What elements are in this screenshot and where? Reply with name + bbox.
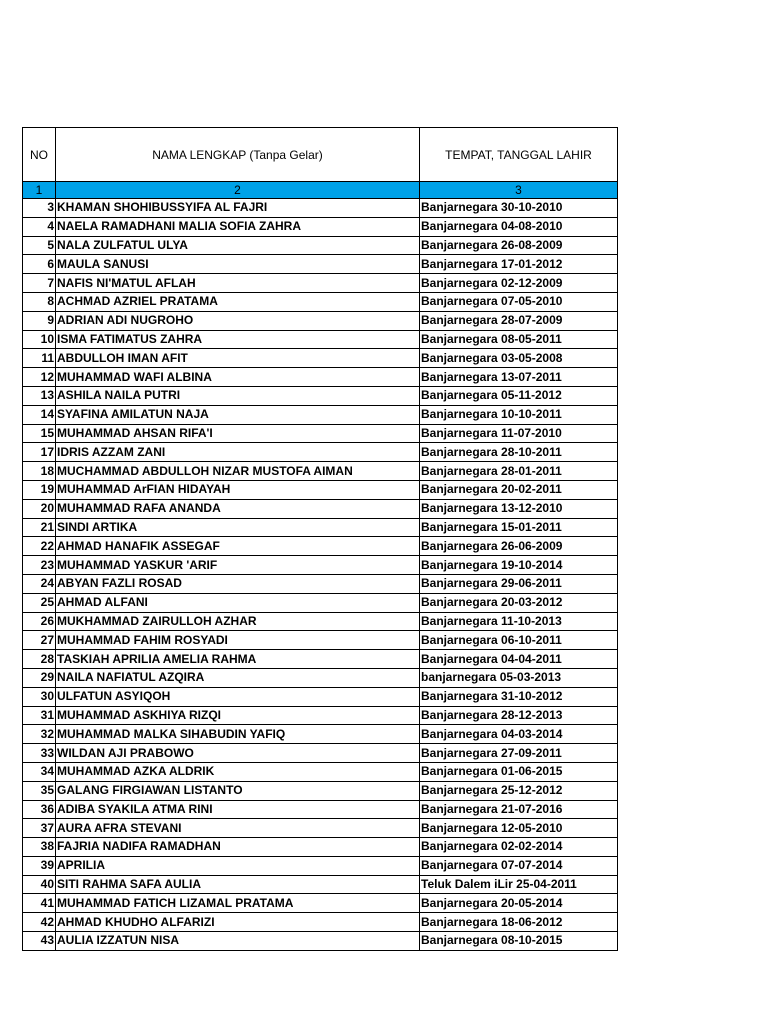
row-number: 17 xyxy=(23,443,56,462)
table-row xyxy=(23,255,618,274)
row-number: 22 xyxy=(23,537,56,556)
birth-place-date: Banjarnegara 08-05-2011 xyxy=(420,330,618,349)
row-number: 10 xyxy=(23,330,56,349)
table-row xyxy=(23,462,618,481)
row-number: 37 xyxy=(23,819,56,838)
student-name: MUHAMMAD MALKA SIHABUDIN YAFIQ xyxy=(56,725,420,744)
table-row xyxy=(23,480,618,499)
student-name: MUHAMMAD FATICH LIZAMAL PRATAMA xyxy=(56,894,420,913)
table-row xyxy=(23,838,618,857)
table-row xyxy=(23,292,618,311)
student-name: IDRIS AZZAM ZANI xyxy=(56,443,420,462)
row-number: 40 xyxy=(23,875,56,894)
table-row xyxy=(23,894,618,913)
student-name: ABYAN FAZLI ROSAD xyxy=(56,574,420,593)
row-number: 3 xyxy=(23,199,56,218)
student-name: APRILIA xyxy=(56,856,420,875)
table-row xyxy=(23,537,618,556)
row-number: 4 xyxy=(23,217,56,236)
birth-place-date: Banjarnegara 02-12-2009 xyxy=(420,274,618,293)
student-name: SYAFINA AMILATUN NAJA xyxy=(56,405,420,424)
student-name: GALANG FIRGIAWAN LISTANTO xyxy=(56,781,420,800)
header-no: NO xyxy=(23,128,56,182)
table-row xyxy=(23,687,618,706)
header-nama-lengkap: NAMA LENGKAP (Tanpa Gelar) xyxy=(56,128,420,182)
row-number: 36 xyxy=(23,800,56,819)
birth-place-date: Banjarnegara 17-01-2012 xyxy=(420,255,618,274)
birth-place-date: Banjarnegara 06-10-2011 xyxy=(420,631,618,650)
birth-place-date: Banjarnegara 13-12-2010 xyxy=(420,499,618,518)
birth-place-date: Banjarnegara 12-05-2010 xyxy=(420,819,618,838)
student-name: AULIA IZZATUN NISA xyxy=(56,932,420,951)
header-row xyxy=(23,128,618,182)
table-row xyxy=(23,368,618,387)
table-row xyxy=(23,856,618,875)
table-row xyxy=(23,386,618,405)
birth-place-date: Banjarnegara 18-06-2012 xyxy=(420,913,618,932)
table-row xyxy=(23,518,618,537)
row-number: 39 xyxy=(23,856,56,875)
birth-place-date: Banjarnegara 25-12-2012 xyxy=(420,781,618,800)
table-row xyxy=(23,593,618,612)
student-name: ISMA FATIMATUS ZAHRA xyxy=(56,330,420,349)
birth-place-date: Banjarnegara 13-07-2011 xyxy=(420,368,618,387)
row-number: 18 xyxy=(23,462,56,481)
student-name: ADRIAN ADI NUGROHO xyxy=(56,311,420,330)
row-number: 14 xyxy=(23,405,56,424)
birth-place-date: Banjarnegara 20-05-2014 xyxy=(420,894,618,913)
student-name: MUHAMMAD WAFI ALBINA xyxy=(56,368,420,387)
student-name: TASKIAH APRILIA AMELIA RAHMA xyxy=(56,650,420,669)
student-name: ACHMAD AZRIEL PRATAMA xyxy=(56,292,420,311)
table-row xyxy=(23,311,618,330)
birth-place-date: Banjarnegara 07-05-2010 xyxy=(420,292,618,311)
table-row xyxy=(23,405,618,424)
table-row xyxy=(23,800,618,819)
student-name: MAULA SANUSI xyxy=(56,255,420,274)
birth-place-date: Banjarnegara 30-10-2010 xyxy=(420,199,618,218)
column-index-row xyxy=(23,182,618,199)
student-name: WILDAN AJI PRABOWO xyxy=(56,744,420,763)
table-row xyxy=(23,668,618,687)
student-name: AHMAD HANAFIK ASSEGAF xyxy=(56,537,420,556)
student-name: NAFIS NI'MATUL AFLAH xyxy=(56,274,420,293)
birth-place-date: Banjarnegara 26-06-2009 xyxy=(420,537,618,556)
row-number: 26 xyxy=(23,612,56,631)
birth-place-date: Banjarnegara 28-12-2013 xyxy=(420,706,618,725)
table-row xyxy=(23,725,618,744)
table-row xyxy=(23,199,618,218)
birth-place-date: Banjarnegara 08-10-2015 xyxy=(420,932,618,951)
row-number: 19 xyxy=(23,480,56,499)
table-row xyxy=(23,349,618,368)
birth-place-date: Banjarnegara 10-10-2011 xyxy=(420,405,618,424)
table-row xyxy=(23,574,618,593)
birth-place-date: Banjarnegara 07-07-2014 xyxy=(420,856,618,875)
student-name: MUHAMMAD FAHIM ROSYADI xyxy=(56,631,420,650)
column-index-1: 1 xyxy=(23,182,56,199)
row-number: 11 xyxy=(23,349,56,368)
row-number: 21 xyxy=(23,518,56,537)
student-name: MUHAMMAD ASKHIYA RIZQI xyxy=(56,706,420,725)
birth-place-date: Banjarnegara 27-09-2011 xyxy=(420,744,618,763)
row-number: 42 xyxy=(23,913,56,932)
birth-place-date: Banjarnegara 31-10-2012 xyxy=(420,687,618,706)
table-row xyxy=(23,612,618,631)
row-number: 7 xyxy=(23,274,56,293)
birth-place-date: Banjarnegara 01-06-2015 xyxy=(420,762,618,781)
student-name: AHMAD ALFANI xyxy=(56,593,420,612)
birth-place-date: Banjarnegara 03-05-2008 xyxy=(420,349,618,368)
birth-place-date: Banjarnegara 28-01-2011 xyxy=(420,462,618,481)
birth-place-date: Banjarnegara 20-02-2011 xyxy=(420,480,618,499)
row-number: 28 xyxy=(23,650,56,669)
birth-place-date: Banjarnegara 21-07-2016 xyxy=(420,800,618,819)
column-index-2: 2 xyxy=(56,182,420,199)
row-number: 34 xyxy=(23,762,56,781)
birth-place-date: Banjarnegara 04-08-2010 xyxy=(420,217,618,236)
birth-place-date: Banjarnegara 20-03-2012 xyxy=(420,593,618,612)
birth-place-date: Banjarnegara 04-04-2011 xyxy=(420,650,618,669)
row-number: 15 xyxy=(23,424,56,443)
row-number: 13 xyxy=(23,386,56,405)
row-number: 8 xyxy=(23,292,56,311)
student-name: MUHAMMAD YASKUR 'ARIF xyxy=(56,556,420,575)
table-row xyxy=(23,217,618,236)
table-row xyxy=(23,706,618,725)
row-number: 29 xyxy=(23,668,56,687)
birth-place-date: banjarnegara 05-03-2013 xyxy=(420,668,618,687)
row-number: 30 xyxy=(23,687,56,706)
student-name: ADIBA SYAKILA ATMA RINI xyxy=(56,800,420,819)
student-name: KHAMAN SHOHIBUSSYIFA AL FAJRI xyxy=(56,199,420,218)
student-name: MUKHAMMAD ZAIRULLOH AZHAR xyxy=(56,612,420,631)
student-name: NAELA RAMADHANI MALIA SOFIA ZAHRA xyxy=(56,217,420,236)
student-name: SINDI ARTIKA xyxy=(56,518,420,537)
table-row xyxy=(23,236,618,255)
row-number: 31 xyxy=(23,706,56,725)
row-number: 5 xyxy=(23,236,56,255)
student-table xyxy=(22,127,618,951)
table-row xyxy=(23,631,618,650)
birth-place-date: Banjarnegara 04-03-2014 xyxy=(420,725,618,744)
table-row xyxy=(23,875,618,894)
table-row xyxy=(23,650,618,669)
student-name: ASHILA NAILA PUTRI xyxy=(56,386,420,405)
birth-place-date: Banjarnegara 29-06-2011 xyxy=(420,574,618,593)
row-number: 25 xyxy=(23,593,56,612)
header-tempat-tanggal-lahir: TEMPAT, TANGGAL LAHIR xyxy=(420,128,618,182)
student-name: ULFATUN ASYIQOH xyxy=(56,687,420,706)
row-number: 35 xyxy=(23,781,56,800)
row-number: 32 xyxy=(23,725,56,744)
table-row xyxy=(23,424,618,443)
table-row xyxy=(23,499,618,518)
student-name: ABDULLOH IMAN AFIT xyxy=(56,349,420,368)
student-name: MUHAMMAD RAFA ANANDA xyxy=(56,499,420,518)
student-name: SITI RAHMA SAFA AULIA xyxy=(56,875,420,894)
table-body xyxy=(23,199,618,951)
student-name: MUCHAMMAD ABDULLOH NIZAR MUSTOFA AIMAN xyxy=(56,462,420,481)
table-row xyxy=(23,744,618,763)
birth-place-date: Banjarnegara 11-10-2013 xyxy=(420,612,618,631)
row-number: 24 xyxy=(23,574,56,593)
row-number: 43 xyxy=(23,932,56,951)
row-number: 33 xyxy=(23,744,56,763)
table-row xyxy=(23,913,618,932)
birth-place-date: Banjarnegara 05-11-2012 xyxy=(420,386,618,405)
row-number: 23 xyxy=(23,556,56,575)
birth-place-date: Banjarnegara 15-01-2011 xyxy=(420,518,618,537)
table-row xyxy=(23,556,618,575)
birth-place-date: Banjarnegara 19-10-2014 xyxy=(420,556,618,575)
table-row xyxy=(23,762,618,781)
column-index-3: 3 xyxy=(420,182,618,199)
row-number: 9 xyxy=(23,311,56,330)
row-number: 41 xyxy=(23,894,56,913)
row-number: 12 xyxy=(23,368,56,387)
table-row xyxy=(23,443,618,462)
birth-place-date: Banjarnegara 11-07-2010 xyxy=(420,424,618,443)
student-name: MUHAMMAD ArFIAN HIDAYAH xyxy=(56,480,420,499)
row-number: 27 xyxy=(23,631,56,650)
table-row xyxy=(23,819,618,838)
table-row xyxy=(23,932,618,951)
birth-place-date: Banjarnegara 28-10-2011 xyxy=(420,443,618,462)
student-name: AHMAD KHUDHO ALFARIZI xyxy=(56,913,420,932)
table-row xyxy=(23,781,618,800)
student-name: NAILA NAFIATUL AZQIRA xyxy=(56,668,420,687)
student-name: AURA AFRA STEVANI xyxy=(56,819,420,838)
student-name: MUHAMMAD AZKA ALDRIK xyxy=(56,762,420,781)
student-name: MUHAMMAD AHSAN RIFA'I xyxy=(56,424,420,443)
student-name: FAJRIA NADIFA RAMADHAN xyxy=(56,838,420,857)
birth-place-date: Banjarnegara 26-08-2009 xyxy=(420,236,618,255)
row-number: 38 xyxy=(23,838,56,857)
birth-place-date: Banjarnegara 28-07-2009 xyxy=(420,311,618,330)
row-number: 6 xyxy=(23,255,56,274)
table-row xyxy=(23,274,618,293)
row-number: 20 xyxy=(23,499,56,518)
birth-place-date: Teluk Dalem iLir 25-04-2011 xyxy=(420,875,618,894)
table-row xyxy=(23,330,618,349)
birth-place-date: Banjarnegara 02-02-2014 xyxy=(420,838,618,857)
student-name: NALA ZULFATUL ULYA xyxy=(56,236,420,255)
